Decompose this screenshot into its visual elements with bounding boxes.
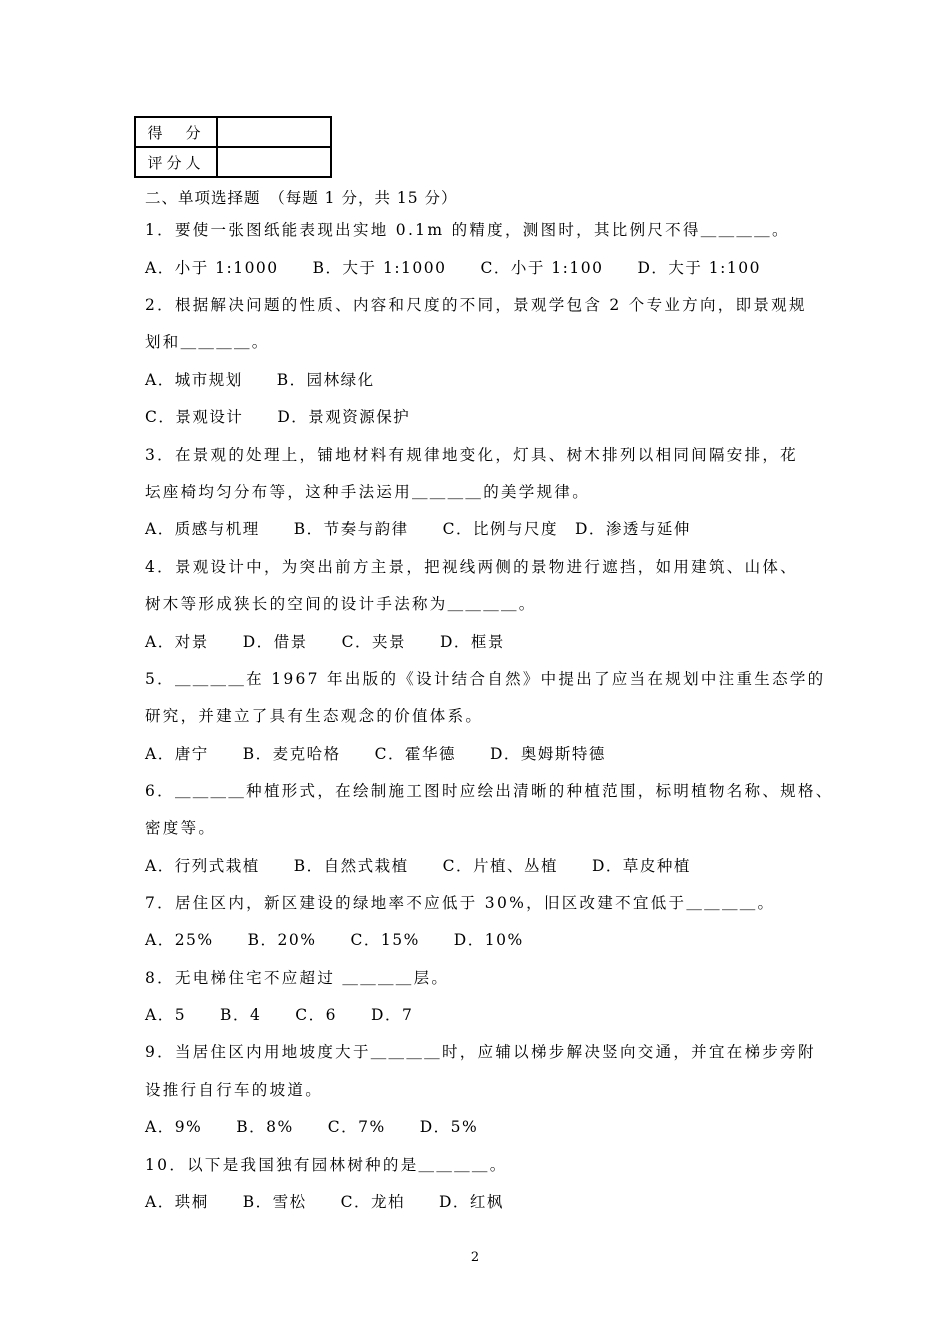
question-9-line: 9．当居住区内用地坡度大于＿＿＿＿时，应辅以梯步解决竖向交通，并宜在梯步旁附 bbox=[145, 1043, 816, 1061]
question-7-line: 7．居住区内，新区建设的绿地率不应低于 30%，旧区改建不宜低于＿＿＿＿。 bbox=[145, 894, 776, 912]
question-8-line: 8．无电梯住宅不应超过 ＿＿＿＿层。 bbox=[145, 969, 450, 987]
question-2-options-ab: A．城市规划 B．园林绿化 bbox=[145, 371, 375, 389]
question-10-options: A．珙桐 B．雪松 C．龙柏 D．红枫 bbox=[145, 1193, 504, 1211]
question-5-line: 5．＿＿＿＿在 1967 年出版的《设计结合自然》中提出了应当在规划中注重生态学的 bbox=[145, 670, 826, 688]
question-8-options: A．5 B．4 C．6 D．7 bbox=[145, 1006, 414, 1024]
score-row bbox=[135, 117, 331, 147]
question-3-line-cont: 坛座椅均匀分布等，这种手法运用＿＿＿＿的美学规律。 bbox=[145, 483, 591, 501]
question-2-options-cd: C．景观设计 D．景观资源保护 bbox=[145, 408, 411, 426]
section-header: 二、单项选择题 （每题 1 分，共 15 分） bbox=[145, 189, 458, 207]
question-10-line: 10．以下是我国独有园林树种的是＿＿＿＿。 bbox=[145, 1156, 508, 1174]
grader-value-cell bbox=[217, 147, 331, 177]
score-value-cell bbox=[217, 117, 331, 147]
question-4-options: A．对景 D．借景 C．夹景 D．框景 bbox=[145, 633, 505, 651]
question-9-options: A．9% B．8% C．7% D．5% bbox=[145, 1118, 479, 1136]
question-3-options: A．质感与机理 B．节奏与韵律 C．比例与尺度 D．渗透与延伸 bbox=[145, 520, 691, 538]
question-5-line-cont: 研究，并建立了具有生态观念的价值体系。 bbox=[145, 707, 484, 725]
question-9-line-cont: 设推行自行车的坡道。 bbox=[145, 1081, 324, 1099]
question-3-line: 3．在景观的处理上，铺地材料有规律地变化，灯具、树木排列以相同间隔安排，花 bbox=[145, 446, 798, 464]
question-1-options: A．小于 1:1000 B．大于 1:1000 C．小于 1:100 D．大于 1:100 bbox=[145, 259, 761, 277]
score-table bbox=[134, 116, 332, 178]
question-6-line: 6．＿＿＿＿种植形式，在绘制施工图时应绘出清晰的种植范围，标明植物名称、规格、 bbox=[145, 782, 834, 800]
question-4-line-cont: 树木等形成狭长的空间的设计手法称为＿＿＿＿。 bbox=[145, 595, 537, 613]
grader-row bbox=[135, 147, 331, 177]
question-2-line: 2．根据解决问题的性质、内容和尺度的不同，景观学包含 2 个专业方向，即景观规 bbox=[145, 296, 807, 314]
grader-label: 评分人 bbox=[135, 147, 217, 177]
question-4-line: 4．景观设计中，为突出前方主景，把视线两侧的景物进行遮挡，如用建筑、山体、 bbox=[145, 558, 798, 576]
question-6-options: A．行列式栽植 B．自然式栽植 C．片植、丛植 D．草皮种植 bbox=[145, 857, 691, 875]
question-6-line-cont: 密度等。 bbox=[145, 819, 217, 837]
page-number: 2 bbox=[470, 1250, 480, 1265]
question-2-line-cont: 划和＿＿＿＿。 bbox=[145, 333, 270, 351]
score-label: 得 分 bbox=[135, 117, 217, 147]
question-5-options: A．唐宁 B．麦克哈格 C．霍华德 D．奥姆斯特德 bbox=[145, 745, 606, 763]
question-1-line: 1．要使一张图纸能表现出实地 0.1m 的精度，测图时，其比例尺不得＿＿＿＿。 bbox=[145, 221, 790, 239]
question-7-options: A．25% B．20% C．15% D．10% bbox=[145, 931, 524, 949]
